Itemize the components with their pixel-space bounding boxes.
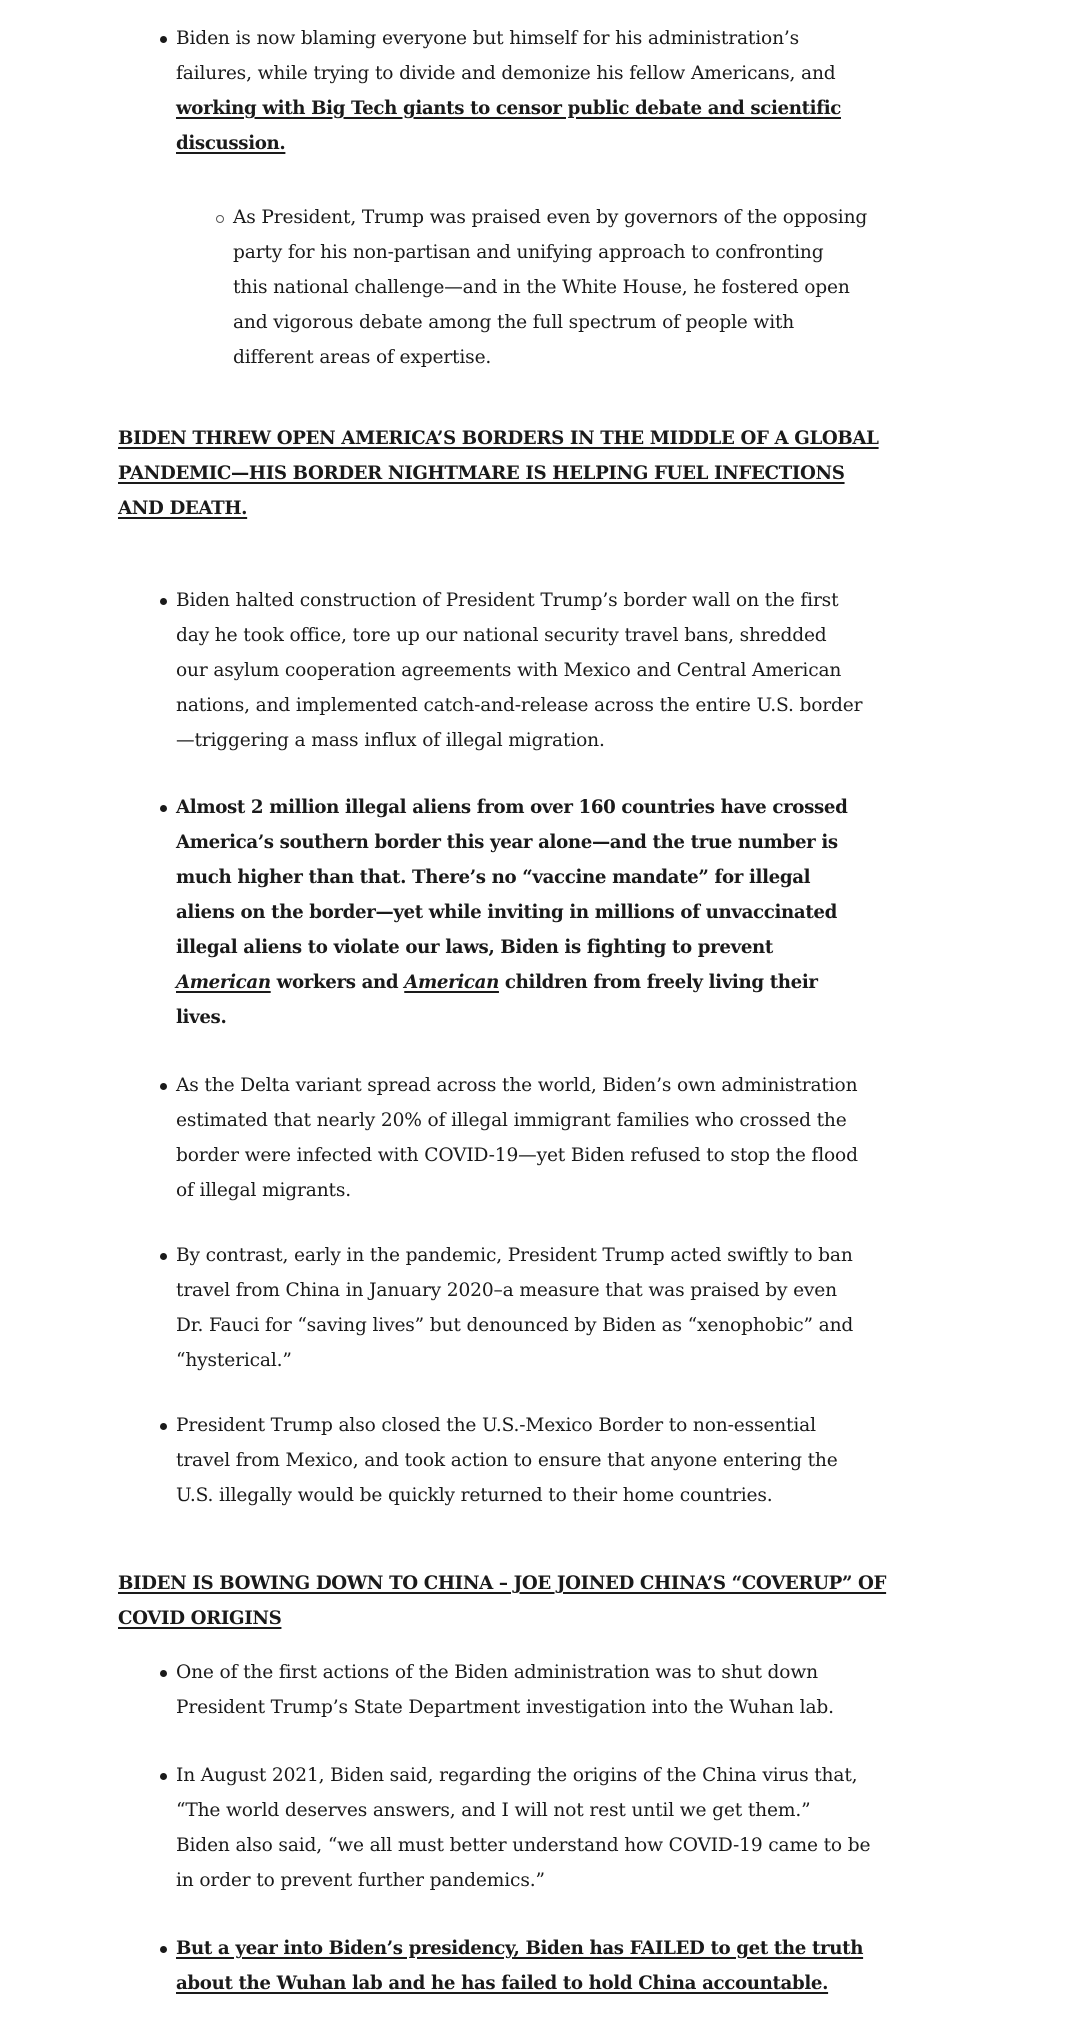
link-text[interactable]: discussion. [176, 133, 286, 154]
text-line: border were infected with COVID-19—yet Biden refused to stop the flood [176, 1145, 858, 1166]
heading-line [0, 421, 1079, 456]
text-line: and vigorous debate among the full spectrum of people with [233, 312, 795, 333]
failed-truth-link[interactable] [0, 1966, 1079, 2001]
text-line: lives. [176, 1007, 227, 1028]
text-line: America’s southern border this year alone—and the true number is [176, 832, 838, 853]
bullet-icon [160, 805, 167, 812]
heading-text: AND DEATH. [118, 498, 248, 519]
emphasis-american: American [404, 972, 499, 993]
bullet-icon [160, 598, 167, 605]
heading-text: BIDEN THREW OPEN AMERICA’S BORDERS IN THE MIDDLE OF A GLOBAL [118, 428, 879, 449]
big-tech-censor-link[interactable] [0, 126, 1079, 161]
text-line [0, 965, 1079, 1000]
bullet-icon [160, 1253, 167, 1260]
text-line: illegal aliens to violate our laws, Biden is fighting to prevent [176, 937, 773, 958]
link-text[interactable]: working with Big Tech giants to censor public debate and scientific [176, 98, 841, 119]
heading-line [0, 1601, 1079, 1636]
big-tech-censor-link[interactable] [0, 91, 1079, 126]
text-line: estimated that nearly 20% of illegal immigrant families who crossed the [176, 1110, 847, 1131]
text-line: different areas of expertise. [233, 347, 492, 368]
text-line: Almost 2 million illegal aliens from over 160 countries have crossed [176, 797, 848, 818]
bullet-item-august-2021 [0, 1758, 1079, 1898]
heading-line [0, 1566, 1079, 1601]
bullet-icon [160, 1083, 167, 1090]
emphasis-american: American [176, 972, 271, 993]
heading-text: PANDEMIC—HIS BORDER NIGHTMARE IS HELPING FUEL INFECTIONS [118, 463, 845, 484]
text-line: our asylum cooperation agreements with Mexico and Central American [176, 660, 842, 681]
text-fragment: children from freely living their [498, 972, 818, 993]
section-heading-borders [0, 421, 1079, 526]
text-line: President Trump also closed the U.S.-Mexico Border to non-essential [176, 1415, 816, 1436]
text-line: travel from Mexico, and took action to ensure that anyone entering the [176, 1450, 838, 1471]
text-line: aliens on the border—yet while inviting in millions of unvaccinated [176, 902, 837, 923]
heading-line [0, 491, 1079, 526]
bullet-icon [160, 1946, 167, 1953]
text-line: U.S. illegally would be quickly returned to their home countries. [176, 1485, 773, 1506]
text-line: —triggering a mass influx of illegal migration. [176, 730, 605, 751]
text-line: As President, Trump was praised even by governors of the opposing [233, 207, 868, 228]
text-line: in order to prevent further pandemics.” [176, 1870, 545, 1891]
sub-bullet-item-trump-praised [0, 200, 1079, 375]
heading-text: COVID ORIGINS [118, 1608, 282, 1629]
bullet-item-border-wall [0, 583, 1079, 758]
text-fragment: workers and [270, 972, 405, 993]
link-text[interactable]: about the Wuhan lab and he has failed to hold China accountable. [176, 1973, 829, 1994]
bullet-item-blaming [0, 21, 1079, 161]
section-heading-china [0, 1566, 1079, 1636]
hollow-bullet-icon [216, 215, 224, 223]
text-line: of illegal migrants. [176, 1180, 352, 1201]
bullet-item-china-travel-ban [0, 1238, 1079, 1378]
text-line: One of the first actions of the Biden administration was to shut down [176, 1662, 818, 1683]
text-line: Dr. Fauci for “saving lives” but denounced by Biden as “xenophobic” and [176, 1315, 854, 1336]
bullet-icon [160, 1670, 167, 1677]
text-line: this national challenge—and in the White House, he fostered open [233, 277, 850, 298]
heading-line [0, 456, 1079, 491]
bullet-item-illegal-aliens [0, 790, 1079, 1035]
text-line: failures, while trying to divide and demonize his fellow Americans, and [176, 63, 836, 84]
link-text[interactable]: But a year into Biden’s presidency, Biden has FAILED to get the truth [176, 1938, 864, 1959]
text-line: nations, and implemented catch-and-release across the entire U.S. border [176, 695, 863, 716]
text-line: “The world deserves answers, and I will not rest until we get them.” [176, 1800, 811, 1821]
bullet-icon [160, 1773, 167, 1780]
text-line: President Trump’s State Department investigation into the Wuhan lab. [176, 1697, 834, 1718]
bullet-item-mexico-border [0, 1408, 1079, 1513]
heading-text: BIDEN IS BOWING DOWN TO CHINA – JOE JOINED CHINA’S “COVERUP” OF [118, 1573, 887, 1594]
text-line: much higher than that. There’s no “vaccine mandate” for illegal [176, 867, 811, 888]
bullet-item-delta-variant [0, 1068, 1079, 1208]
text-line: Biden is now blaming everyone but himself for his administration’s [176, 28, 800, 49]
bullet-item-failed-truth [0, 1931, 1079, 2001]
bullet-item-state-department [0, 1655, 1079, 1725]
text-line: As the Delta variant spread across the world, Biden’s own administration [176, 1075, 858, 1096]
bullet-icon [160, 36, 167, 43]
text-line: party for his non-partisan and unifying approach to confronting [233, 242, 824, 263]
text-line: Biden halted construction of President Trump’s border wall on the first [176, 590, 839, 611]
text-line: Biden also said, “we all must better understand how COVID-19 came to be [176, 1835, 871, 1856]
text-line: travel from China in January 2020–a measure that was praised by even [176, 1280, 837, 1301]
bullet-icon [160, 1423, 167, 1430]
text-line: By contrast, early in the pandemic, President Trump acted swiftly to ban [176, 1245, 853, 1266]
text-line: “hysterical.” [176, 1350, 292, 1371]
text-line: In August 2021, Biden said, regarding the origins of the China virus that, [176, 1765, 858, 1786]
text-line: day he took office, tore up our national security travel bans, shredded [176, 625, 827, 646]
